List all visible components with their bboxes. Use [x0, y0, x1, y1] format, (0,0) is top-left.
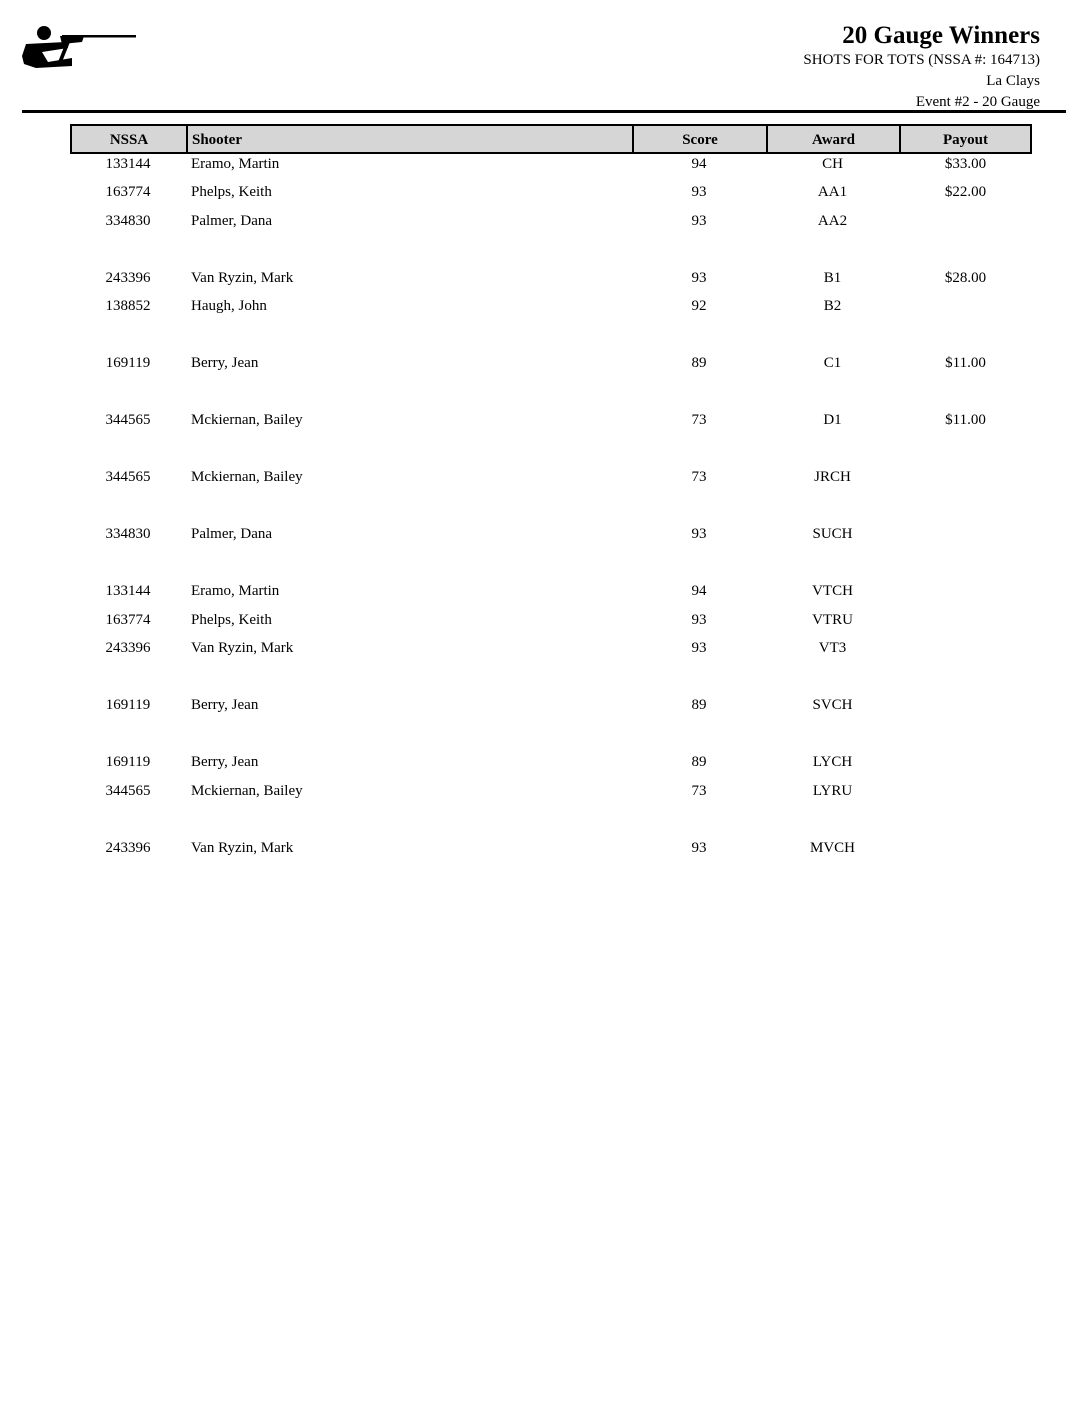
- table-row: [70, 207, 1032, 236]
- nssa-cell: 169119: [105, 697, 151, 714]
- row-spacer: [70, 720, 1032, 749]
- nssa-cell: 169119: [105, 754, 151, 771]
- shooter-cell: Eramo, Martin: [191, 155, 280, 172]
- award-cell: CH: [822, 155, 843, 172]
- winners-table-body: [70, 150, 1032, 863]
- payout-cell: $33.00: [944, 155, 987, 172]
- shooter-cell: Mckiernan, Bailey: [191, 412, 303, 429]
- nssa-cell: 133144: [105, 155, 151, 172]
- table-row: [70, 777, 1032, 806]
- payout-cell: $22.00: [944, 184, 987, 201]
- score-cell: 94: [691, 155, 707, 172]
- row-spacer: [70, 435, 1032, 464]
- nssa-cell: 169119: [105, 355, 151, 372]
- shooter-cell: Van Ryzin, Mark: [191, 640, 294, 657]
- nssa-cell: 133144: [105, 583, 151, 600]
- score-cell: 94: [691, 583, 707, 600]
- table-row: [70, 464, 1032, 493]
- shooter-cell: Berry, Jean: [191, 355, 259, 372]
- score-cell: 93: [691, 640, 707, 657]
- shooter-cell: Mckiernan, Bailey: [191, 469, 303, 486]
- header-divider: [22, 110, 1066, 113]
- shooter-cell: Mckiernan, Bailey: [191, 782, 303, 799]
- shooter-cell: Berry, Jean: [191, 697, 259, 714]
- column-header-shooter: Shooter: [188, 126, 634, 152]
- nssa-cell: 243396: [105, 839, 151, 856]
- row-spacer: [70, 321, 1032, 350]
- nssa-cell: 163774: [105, 611, 151, 628]
- table-row: [70, 578, 1032, 607]
- shooter-cell: Haugh, John: [191, 298, 267, 315]
- table-row: [70, 749, 1032, 778]
- row-spacer: [70, 663, 1032, 692]
- nssa-cell: 334830: [105, 526, 151, 543]
- shooter-cell: Van Ryzin, Mark: [191, 839, 294, 856]
- row-spacer: [70, 806, 1032, 835]
- club-name: La Clays: [986, 73, 1040, 89]
- payout-cell: $28.00: [944, 269, 987, 286]
- row-spacer: [70, 236, 1032, 265]
- shooter-cell: Phelps, Keith: [191, 184, 272, 201]
- column-header-payout: Payout: [943, 132, 988, 148]
- award-cell: LYRU: [812, 782, 853, 799]
- score-cell: 93: [691, 184, 707, 201]
- award-cell: JRCH: [814, 469, 851, 486]
- award-cell: AA2: [817, 212, 848, 229]
- score-cell: 73: [691, 782, 707, 799]
- row-spacer: [70, 549, 1032, 578]
- score-cell: 89: [691, 697, 707, 714]
- table-row: [70, 350, 1032, 379]
- nssa-cell: 138852: [105, 298, 151, 315]
- column-header-award: Award: [768, 126, 901, 152]
- score-cell: 73: [691, 469, 707, 486]
- award-cell: C1: [823, 355, 842, 372]
- nssa-cell: 344565: [105, 469, 151, 486]
- score-cell: 93: [691, 212, 707, 229]
- table-row: [70, 264, 1032, 293]
- award-cell: B1: [823, 269, 842, 286]
- report-title: 20 Gauge Winners: [842, 22, 1040, 49]
- row-spacer: [70, 492, 1032, 521]
- score-cell: 92: [691, 298, 707, 315]
- shooter-cell: Palmer, Dana: [191, 526, 273, 543]
- nssa-cell: 163774: [105, 184, 151, 201]
- award-cell: MVCH: [809, 839, 855, 856]
- award-cell: SUCH: [812, 526, 853, 543]
- award-cell: VTRU: [812, 611, 853, 628]
- award-cell: B2: [823, 298, 842, 315]
- score-cell: 73: [691, 412, 707, 429]
- table-row: [70, 150, 1032, 179]
- table-row: [70, 179, 1032, 208]
- award-cell: AA1: [817, 184, 848, 201]
- score-cell: 93: [691, 526, 707, 543]
- table-row: [70, 293, 1032, 322]
- table-row: [70, 635, 1032, 664]
- shooter-cell: Eramo, Martin: [191, 583, 280, 600]
- score-cell: 89: [691, 754, 707, 771]
- row-spacer: [70, 378, 1032, 407]
- column-header-score: Score: [634, 126, 768, 152]
- table-row: [70, 521, 1032, 550]
- score-cell: 89: [691, 355, 707, 372]
- award-cell: VT3: [818, 640, 847, 657]
- table-row: [70, 834, 1032, 863]
- shooter-with-shotgun-icon: [22, 22, 138, 70]
- report-header: [803, 22, 1040, 113]
- award-cell: LYCH: [812, 754, 853, 771]
- award-cell: SVCH: [812, 697, 853, 714]
- score-cell: 93: [691, 611, 707, 628]
- shooter-cell: Palmer, Dana: [191, 212, 273, 229]
- table-row: [70, 407, 1032, 436]
- award-cell: D1: [823, 412, 842, 429]
- nssa-cell: 344565: [105, 782, 151, 799]
- nssa-cell: 243396: [105, 269, 151, 286]
- event-name: SHOTS FOR TOTS (NSSA #: 164713): [803, 52, 1040, 68]
- shooter-cell: Phelps, Keith: [191, 611, 272, 628]
- score-cell: 93: [691, 269, 707, 286]
- shooter-cell: Berry, Jean: [191, 754, 259, 771]
- nssa-cell: 334830: [105, 212, 151, 229]
- nssa-cell: 344565: [105, 412, 151, 429]
- table-row: [70, 606, 1032, 635]
- table-row: [70, 692, 1032, 721]
- payout-cell: $11.00: [945, 412, 986, 429]
- award-cell: VTCH: [812, 583, 853, 600]
- nssa-cell: 243396: [105, 640, 151, 657]
- column-header-nssa: NSSA: [72, 126, 188, 152]
- payout-cell: $11.00: [945, 355, 986, 372]
- shooter-cell: Van Ryzin, Mark: [191, 269, 294, 286]
- score-cell: 93: [691, 839, 707, 856]
- event-number: Event #2 - 20 Gauge: [915, 94, 1040, 110]
